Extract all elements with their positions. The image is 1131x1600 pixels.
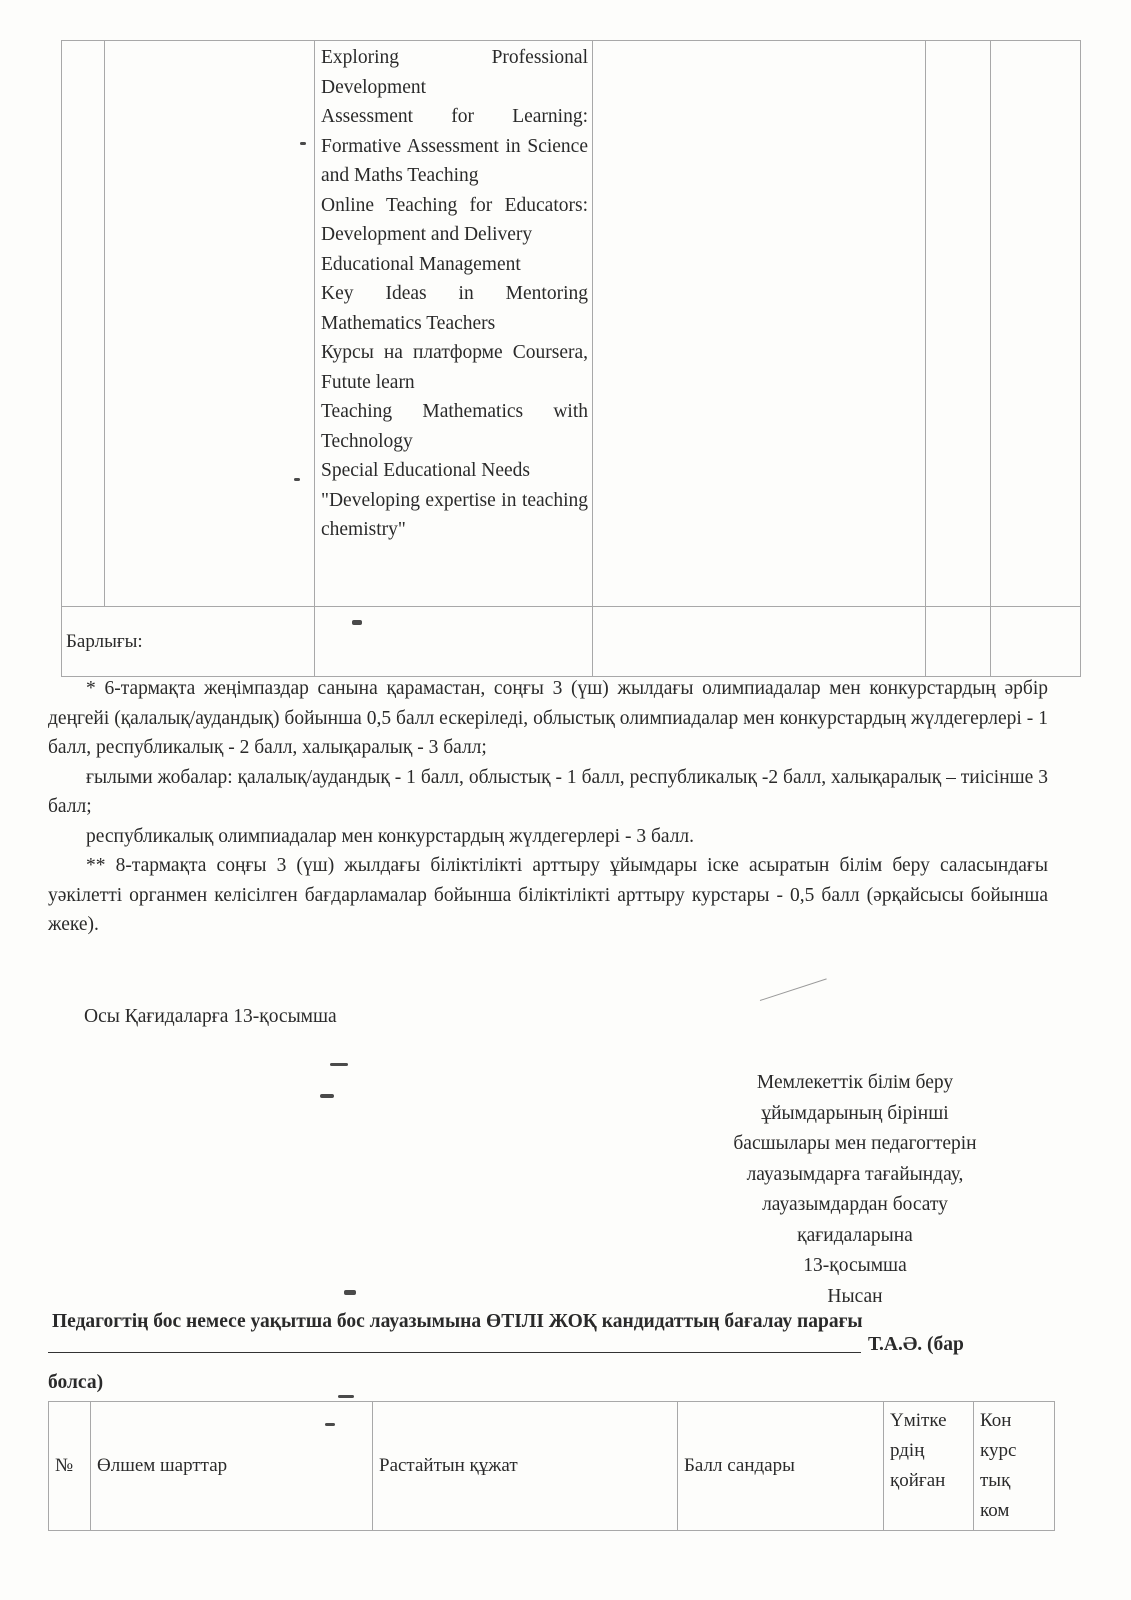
header-points: Балл сандары bbox=[678, 1402, 884, 1531]
cell-empty-criteria bbox=[105, 41, 315, 607]
header-candidate-line: рдің bbox=[890, 1440, 925, 1461]
cell-empty-points bbox=[593, 41, 926, 607]
total-empty-1 bbox=[315, 607, 593, 677]
header-candidate-line: Үмітке bbox=[890, 1410, 947, 1431]
approval-line: лауазымдарға тағайындау, bbox=[746, 1163, 964, 1185]
approval-line: Нысан bbox=[827, 1285, 883, 1307]
approval-block bbox=[690, 1068, 1020, 1312]
evaluation-table-header bbox=[48, 1401, 1055, 1531]
footnote-courses: ** 8-тармақта соңғы 3 (үш) жылдағы біліктілікті арттыру ұйымдары іске асыратын білім беру саласындағы уәкілетті органмен келісілген бағдарламалар бойынша біліктілікті арттыру курстары - 0,5 балл (әрқайсысы бойынша жеке). bbox=[48, 855, 1048, 935]
scan-speck bbox=[320, 1094, 334, 1098]
courses-cell bbox=[315, 41, 593, 607]
header-commission-line: Кон bbox=[980, 1410, 1012, 1431]
footnotes bbox=[48, 674, 1048, 940]
fio-label: Т.А.Ә. (бар bbox=[868, 1334, 964, 1355]
scan-speck bbox=[294, 478, 300, 481]
header-commission bbox=[974, 1402, 1055, 1531]
approval-line: лауазымдардан босату bbox=[762, 1194, 948, 1215]
course-item: Online Teaching for Educators: Development and Delivery bbox=[321, 194, 588, 245]
scan-speck bbox=[352, 620, 362, 625]
cell-empty-candidate bbox=[926, 41, 991, 607]
fio-label-continuation: болса) bbox=[48, 1372, 104, 1393]
header-commission-line: курс bbox=[980, 1440, 1017, 1461]
scan-scratch bbox=[760, 978, 827, 1001]
footnote-projects: ғылыми жобалар: қалалық/аудандық - 1 балл, облыстық - 1 балл, республикалық -2 балл, халықаралық – тиісінше 3 балл; bbox=[48, 766, 1048, 817]
approval-line: ұйымдарының бірінші bbox=[761, 1102, 949, 1124]
course-item: Exploring Professional Development bbox=[321, 47, 588, 98]
approval-line: Мемлекеттік білім беру bbox=[756, 1072, 954, 1093]
header-number: № bbox=[49, 1402, 91, 1531]
scan-speck bbox=[330, 1063, 348, 1066]
course-item: Курсы на платформе Coursera, Futute learn bbox=[321, 342, 588, 393]
approval-line: қағидаларына bbox=[797, 1224, 913, 1246]
total-empty-2 bbox=[593, 607, 926, 677]
course-item: Assessment for Learning: Formative Assessment in Science and Maths Teaching bbox=[321, 106, 588, 186]
header-document: Растайтын құжат bbox=[373, 1402, 678, 1531]
course-item: Educational Management bbox=[321, 253, 521, 275]
course-item: Teaching Mathematics with Technology bbox=[321, 401, 588, 452]
scan-speck bbox=[300, 142, 306, 145]
scan-speck bbox=[325, 1423, 335, 1426]
approval-line: басшылары мен педагогтерін bbox=[733, 1133, 977, 1154]
total-empty-4 bbox=[991, 607, 1081, 677]
scan-speck bbox=[344, 1290, 356, 1295]
cell-empty-number bbox=[62, 41, 105, 607]
header-commission-line: тық bbox=[980, 1470, 1011, 1491]
footnote-republic-winners: республикалық олимпиадалар мен конкурстардың жүлдегерлері - 3 балл. bbox=[86, 825, 695, 847]
total-empty-3 bbox=[926, 607, 991, 677]
total-label: Барлығы: bbox=[62, 607, 315, 677]
qualification-table bbox=[61, 40, 1081, 677]
approval-line: 13-қосымша bbox=[803, 1255, 907, 1276]
appendix-reference: Осы Қағидаларға 13-қосымша bbox=[84, 1006, 337, 1027]
course-item: Special Educational Needs bbox=[321, 460, 531, 481]
header-commission-line: ком bbox=[980, 1500, 1010, 1521]
name-underline bbox=[48, 1352, 861, 1353]
header-candidate bbox=[884, 1402, 974, 1531]
course-item: Key Ideas in Mentoring Mathematics Teachers bbox=[321, 283, 588, 334]
header-criteria: Өлшем шарттар bbox=[91, 1402, 373, 1531]
scan-speck bbox=[338, 1395, 354, 1398]
footnote-olympiads: * 6-тармақта жеңімпаздар санына қарамастан, соңғы 3 (үш) жылдағы олимпиадалар мен конкурстардың әрбір деңгейі (қалалық/аудандық) бойынша 0,5 балл ескеріледі, облыстық олимпиадалар мен конкурстардың жүлдегерлері - 1 балл, республикалық - 2 балл, халықаралық - 3 балл; bbox=[48, 678, 1048, 758]
course-item: "Developing expertise in teaching chemistry" bbox=[321, 489, 588, 540]
header-candidate-line: қойған bbox=[890, 1470, 946, 1491]
cell-empty-commission bbox=[991, 41, 1081, 607]
form-title: Педагогтің бос немесе уақытша бос лауазымына ӨТІЛІ ЖОҚ кандидаттың бағалау парағы bbox=[52, 1311, 863, 1332]
